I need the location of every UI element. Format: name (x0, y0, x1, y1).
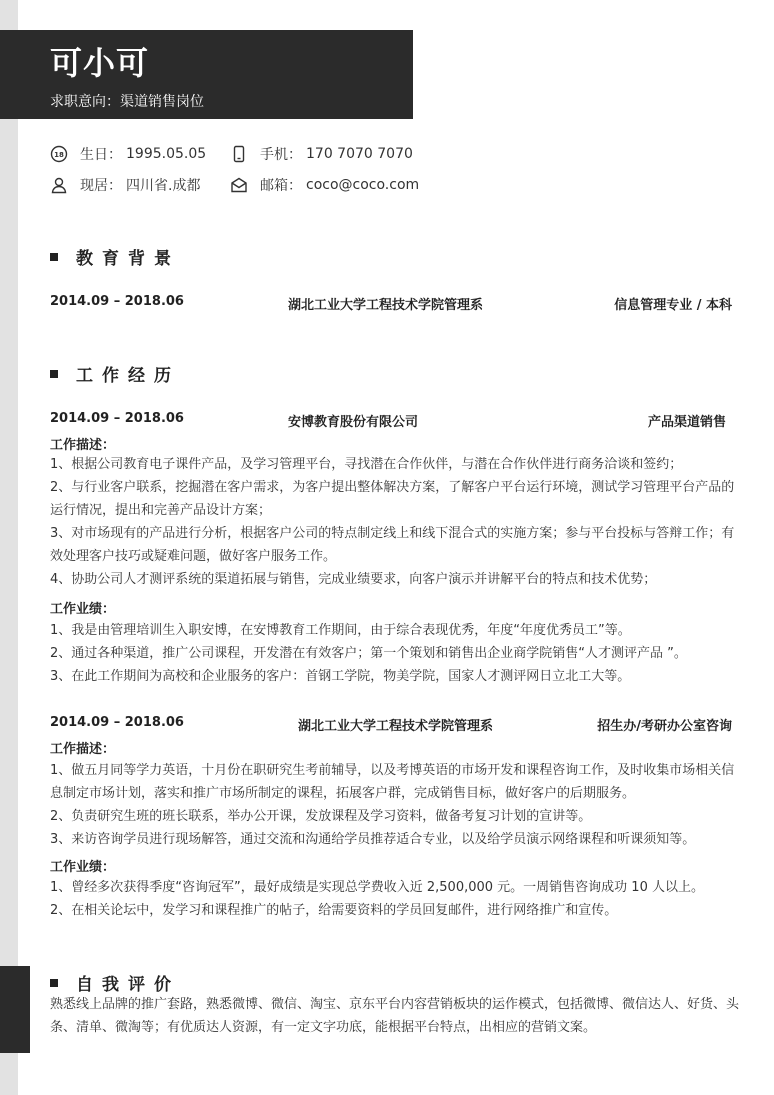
list-item: 4、协助公司人才测评系统的渠道拓展与销售，完成业绩要求，向客户演示并讲解平台的特点和技术优势； (50, 572, 657, 587)
job-achieve-label: 工作业绩： (50, 860, 116, 875)
svg-text:18: 18 (54, 151, 64, 159)
list-item: 3、对市场现有的产品进行分析，根据客户公司的特点制定线上和线下混合式的实施方案；参与平台投标与答辩工作；有效处理客户技巧或疑难问题，做好客户服务工作。 (50, 526, 735, 564)
list-item: 3、来访咨询学员进行现场解答，通过交流和沟通给学员推荐适合专业，以及给学员演示网络课程和听课须知等。 (50, 832, 696, 847)
location-value: 四川省.成都 (126, 178, 201, 194)
education-major: 信息管理专业 / 本科 (614, 298, 732, 313)
education-section-title: 教育背景 (50, 244, 180, 269)
phone-icon (230, 145, 248, 163)
side-decoration-strip (0, 0, 18, 1095)
birth-info (50, 144, 206, 164)
job-desc (50, 453, 740, 591)
job-position: 招生办/考研办公室咨询 (597, 719, 732, 734)
job-desc-label: 工作描述： (50, 438, 116, 453)
list-item: 2、与行业客户联系，挖掘潜在客户需求，为客户提出整体解决方案，了解客户平台运行环境，测试学习管理平台产品的运行情况，提出和完善产品设计方案； (50, 480, 735, 518)
email-label: 邮箱： (260, 178, 302, 194)
person-icon (50, 176, 68, 194)
job-date: 2014.09 – 2018.06 (50, 715, 184, 730)
education-school: 湖北工业大学工程技术学院管理系 (288, 298, 484, 313)
email-icon (230, 176, 248, 194)
job-desc-label: 工作描述： (50, 742, 116, 757)
work-section-title: 工作经历 (50, 361, 180, 386)
job-date: 2014.09 – 2018.06 (50, 411, 184, 426)
birth-label: 生日： (80, 147, 122, 163)
job-achieve-label: 工作业绩： (50, 602, 116, 617)
job-achieve (50, 876, 740, 922)
self-evaluation-text: 熟悉线上品牌的推广套路，熟悉微博、微信、淘宝、京东平台内容营销板块的运作模式，包括微博、微信达人、好货、头条、清单、微淘等；有优质达人资源，有一定文字功底，能根据平台特点，出相应的营销文案。 (50, 997, 740, 1035)
job-desc (50, 759, 740, 851)
self-section-title: 自我评价 (50, 970, 180, 995)
section-bullet-icon (50, 370, 58, 378)
phone-info (230, 144, 413, 164)
job-row (50, 411, 734, 431)
email-info (230, 175, 419, 195)
list-item: 1、曾经多次获得季度“咨询冠军”，最好成绩是实现总学费收入近 2,500,000 元。一周销售咨询成功 10 人以上。 (50, 880, 704, 895)
job-company: 湖北工业大学工程技术学院管理系 (298, 719, 494, 734)
location-label: 现居： (80, 178, 122, 194)
education-row (50, 294, 734, 314)
section-bullet-icon (50, 253, 58, 261)
candidate-name: 可小可 (50, 44, 150, 82)
location-info (50, 175, 200, 195)
birth-value: 1995.05.05 (126, 146, 207, 162)
list-item: 2、通过各种渠道，推广公司课程，开发潜在有效客户；第一个策划和销售出企业商学院销售“人才测评产品 ”。 (50, 646, 687, 661)
list-item: 2、负责研究生班的班长联系，举办公开课，发放课程及学习资料，做备考复习计划的宣讲等。 (50, 809, 592, 824)
job-achieve (50, 619, 740, 688)
email-value: coco@coco.com (306, 177, 420, 193)
phone-value: 170 7070 7070 (306, 146, 413, 162)
list-item: 1、我是由管理培训生入职安博，在安博教育工作期间，由于综合表现优秀，年度“年度优秀员工”等。 (50, 623, 631, 638)
job-row (50, 715, 734, 735)
job-intent: 求职意向：渠道销售岗位 (50, 94, 204, 110)
list-item: 3、在此工作期间为高校和企业服务的客户：首钢工学院，物美学院，国家人才测评网日立北工大等。 (50, 669, 631, 684)
job-company: 安博教育股份有限公司 (288, 415, 419, 430)
birthday-18-icon (50, 145, 68, 163)
list-item: 1、做五月同等学力英语，十月份在职研究生考前辅导，以及考博英语的市场开发和课程咨询工作，及时收集市场相关信息制定市场计划，落实和推广市场所制定的课程，拓展客户群，完成销售目标，做好客户的后期服务。 (50, 763, 735, 801)
list-item: 2、在相关论坛中，发学习和课程推广的帖子，给需要资料的学员回复邮件，进行网络推广和宣传。 (50, 903, 618, 918)
list-item: 1、根据公司教育电子课件产品，及学习管理平台，寻找潜在合作伙伴，与潜在合作伙伴进行商务洽谈和签约； (50, 457, 683, 472)
job-position: 产品渠道销售 (647, 415, 726, 430)
section-bullet-icon (50, 979, 58, 987)
phone-label: 手机： (260, 147, 302, 163)
side-decoration-block (0, 966, 30, 1053)
education-date: 2014.09 – 2018.06 (50, 294, 184, 309)
